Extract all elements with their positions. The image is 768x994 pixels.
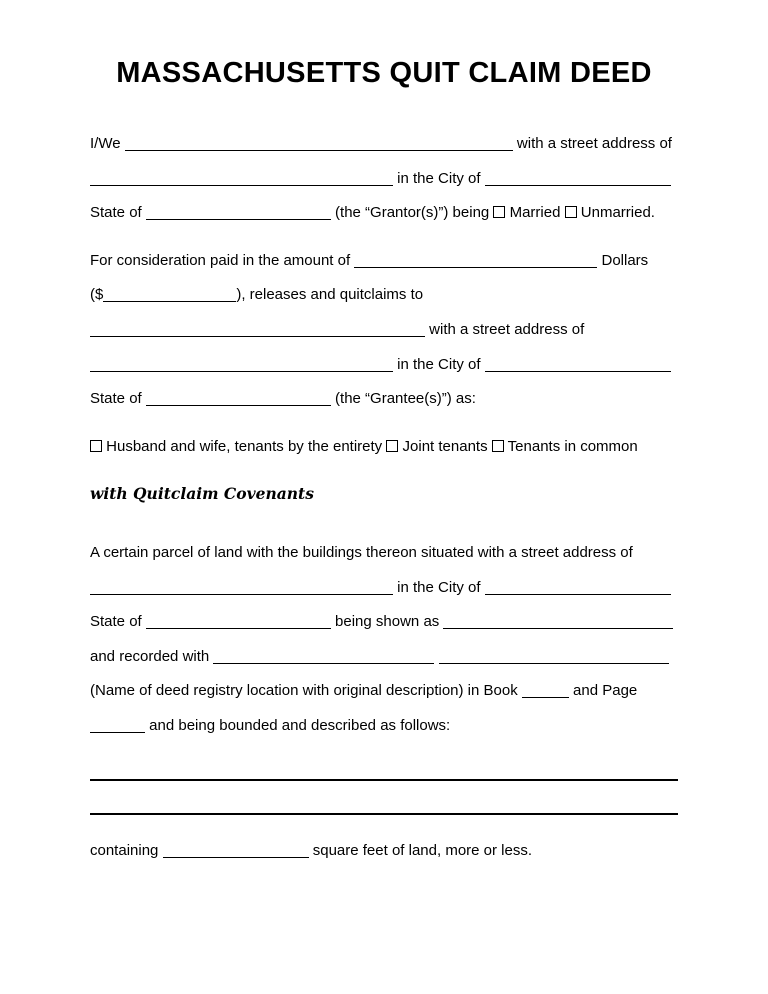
grantee-street-address-field[interactable] [90,359,393,372]
form-line [90,571,678,606]
form-line [90,430,678,465]
text-segment: with a street address of [512,135,672,152]
text-segment: square feet of land, more or less. [308,841,533,859]
grantee-name-field[interactable] [90,324,425,337]
text-segment: and being bounded and described as follows: [145,716,451,734]
property-city-field[interactable] [485,582,671,595]
grantee-state-field[interactable] [146,393,331,406]
form-line [90,382,678,417]
text-segment: (the “Grantor(s)”) being [330,204,494,222]
text-segment: State of [90,390,146,408]
text-segment: and Page [568,682,638,700]
text-segment: and recorded with [90,647,214,665]
book-number-field[interactable] [522,685,569,698]
grantor-street-address-field[interactable] [90,173,393,186]
text-segment: ($ [90,286,104,304]
form-line [90,348,678,383]
square-feet-field[interactable] [163,845,309,858]
text-segment: State of [90,613,146,631]
text-segment: (Name of deed registry location with original description) in Book [90,682,522,700]
text-segment: State of [90,204,146,222]
text-segment: . [650,204,655,222]
form-line [90,313,678,348]
form-line [90,709,678,744]
form-line [90,834,678,869]
form-line [90,127,678,162]
property-street-address-field[interactable] [90,582,393,595]
text-segment: For consideration paid in the amount of [90,251,355,269]
property-description-line-1-field[interactable] [90,767,678,781]
text-segment: in the City of [393,169,485,187]
grantee-city-field[interactable] [485,359,671,372]
text-segment: ), releases and quitclaims to [236,286,424,304]
text-segment: with a street address of [425,320,585,338]
text-segment: I/We [90,135,125,152]
checkbox-married[interactable] [493,206,505,218]
checkbox-tenants-in-common[interactable] [492,440,504,452]
text-segment: A certain parcel of land with the buildings thereon situated with a street address of [90,543,633,561]
text-segment: in the City of [393,355,485,373]
consideration-amount-numeric-field[interactable] [103,289,236,302]
form-line [90,477,678,512]
text-segment: Dollars [597,251,649,269]
recorded-with-2-field[interactable] [439,651,669,664]
checkbox-joint-tenants[interactable] [386,440,398,452]
grantor-name-field[interactable] [125,138,513,151]
checkbox-label: Joint tenants [398,437,488,455]
form-line [90,605,678,640]
text-segment: containing [90,841,163,859]
checkbox-husband-and-wife-tenants-by-entirety[interactable] [90,440,102,452]
page-title: MASSACHUSETTS QUIT CLAIM DEED [116,57,652,89]
page-number-field[interactable] [90,720,145,733]
form-line [90,278,678,313]
property-description-line-2-field[interactable] [90,801,678,815]
checkbox-label: Unmarried [576,204,651,222]
form-line [90,791,678,826]
checkbox-label: Married [505,204,561,222]
shown-as-field[interactable] [443,616,673,629]
form-line [90,536,678,571]
checkbox-label: Husband and wife, tenants by the entirety [102,437,383,455]
property-state-field[interactable] [146,616,331,629]
text-segment: (the “Grantee(s)”) as: [330,390,476,408]
checkbox-unmarried[interactable] [565,206,577,218]
form-line [90,244,678,279]
text-segment: with Quitclaim Covenants [90,484,314,504]
text-segment: being shown as [330,613,444,631]
form-line [90,196,678,231]
grantor-city-field[interactable] [485,173,671,186]
form-line [90,162,678,197]
checkbox-label: Tenants in common [503,437,638,455]
form-line [90,757,678,792]
grantor-state-field[interactable] [146,207,331,220]
form-line [90,640,678,675]
form-body [90,127,678,868]
recorded-with-field[interactable] [213,651,434,664]
consideration-amount-words-field[interactable] [354,255,597,268]
form-line [90,674,678,709]
text-segment: in the City of [393,578,485,596]
